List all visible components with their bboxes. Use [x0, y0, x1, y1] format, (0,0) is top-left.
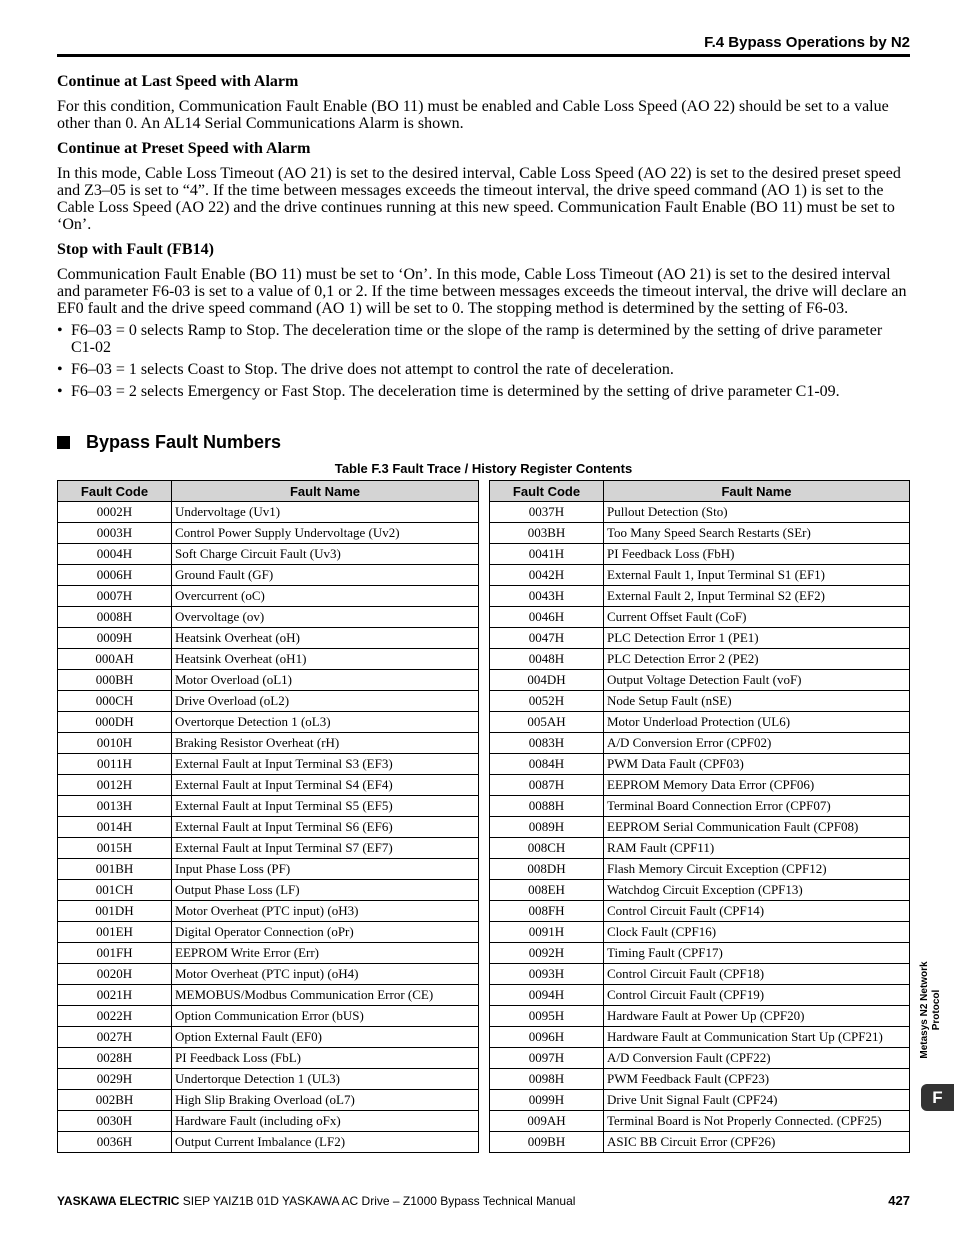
table-row — [58, 649, 479, 670]
table-row — [490, 880, 910, 901]
fault-code-cell: 0088H — [490, 796, 604, 817]
table-row — [490, 523, 910, 544]
fault-code-cell: 0084H — [490, 754, 604, 775]
table-row — [490, 985, 910, 1006]
table-row — [58, 775, 479, 796]
page-number: 427 — [888, 1193, 910, 1208]
fault-name-cell: Braking Resistor Overheat (rH) — [172, 733, 479, 754]
fault-code-cell: 001FH — [58, 943, 172, 964]
fault-name-cell: Motor Overheat (PTC input) (oH4) — [172, 964, 479, 985]
fault-name-cell: PI Feedback Loss (FbH) — [604, 544, 910, 565]
fault-code-cell: 001DH — [58, 901, 172, 922]
fault-name-cell: Motor Overheat (PTC input) (oH3) — [172, 901, 479, 922]
fault-code-cell: 0043H — [490, 586, 604, 607]
table-row — [58, 985, 479, 1006]
fault-code-cell: 005AH — [490, 712, 604, 733]
table-row — [58, 565, 479, 586]
stop-method-list — [57, 322, 910, 400]
fault-code-cell: 004DH — [490, 670, 604, 691]
fault-code-cell: 000CH — [58, 691, 172, 712]
fault-name-cell: Motor Underload Protection (UL6) — [604, 712, 910, 733]
fault-name-cell: EEPROM Serial Communication Fault (CPF08) — [604, 817, 910, 838]
table-row — [490, 586, 910, 607]
fault-code-cell: 0036H — [58, 1132, 172, 1153]
fault-name-cell: Node Setup Fault (nSE) — [604, 691, 910, 712]
column-header-fault-code: Fault Code — [490, 481, 604, 502]
fault-name-cell: Heatsink Overheat (oH) — [172, 628, 479, 649]
fault-code-cell: 002BH — [58, 1090, 172, 1111]
running-header: F.4 Bypass Operations by N2 — [704, 34, 910, 51]
fault-name-cell: Drive Overload (oL2) — [172, 691, 479, 712]
bullet-icon: • — [57, 322, 63, 339]
fault-name-cell: Output Current Imbalance (LF2) — [172, 1132, 479, 1153]
paragraph-last-speed: For this condition, Communication Fault Enable (BO 11) must be enabled and Cable Loss Speed (AO 22) should be set to a value other than 0. An AL14 Serial Communications Alarm is shown. — [57, 98, 889, 132]
table-row — [58, 670, 479, 691]
table-row — [490, 796, 910, 817]
fault-code-cell: 001EH — [58, 922, 172, 943]
fault-code-cell: 0093H — [490, 964, 604, 985]
subheading-last-speed: Continue at Last Speed with Alarm — [57, 73, 299, 90]
table-row — [490, 754, 910, 775]
fault-name-cell: Option External Fault (EF0) — [172, 1027, 479, 1048]
fault-name-cell: External Fault at Input Terminal S6 (EF6) — [172, 817, 479, 838]
fault-name-cell: Hardware Fault (including oFx) — [172, 1111, 479, 1132]
fault-code-cell: 0099H — [490, 1090, 604, 1111]
fault-code-cell: 008FH — [490, 901, 604, 922]
table-row — [58, 1090, 479, 1111]
fault-name-cell: ASIC BB Circuit Error (CPF26) — [604, 1132, 910, 1153]
fault-table-right — [489, 480, 910, 1153]
fault-code-cell: 000AH — [58, 649, 172, 670]
fault-code-cell: 0030H — [58, 1111, 172, 1132]
table-row — [58, 1069, 479, 1090]
fault-code-cell: 0011H — [58, 754, 172, 775]
fault-name-cell: Control Circuit Fault (CPF14) — [604, 901, 910, 922]
table-row — [490, 1090, 910, 1111]
fault-code-cell: 0022H — [58, 1006, 172, 1027]
table-row — [490, 628, 910, 649]
table-row — [490, 607, 910, 628]
table-row — [58, 922, 479, 943]
footer-brand: YASKAWA ELECTRIC — [57, 1194, 180, 1208]
fault-name-cell: PLC Detection Error 2 (PE2) — [604, 649, 910, 670]
table-row — [490, 1027, 910, 1048]
bullet-icon: • — [57, 383, 63, 400]
fault-code-cell: 0094H — [490, 985, 604, 1006]
table-row — [58, 607, 479, 628]
table-row — [58, 817, 479, 838]
fault-table-left — [57, 480, 479, 1153]
fault-code-cell: 009AH — [490, 1111, 604, 1132]
column-header-fault-name: Fault Name — [172, 481, 479, 502]
paragraph-stop-with-fault: Communication Fault Enable (BO 11) must be set to ‘On’. In this mode, Cable Loss Timeout (AO 21) is set to the desired interval and parameter F6-03 is set to a value of 0,1 or 2. If the time between messages exceeds the timeout interval, the drive will declare an EF0 fault and the drive speed command (AO 1) will be set to 0. The stopping method is determined by the setting of F6-03. — [57, 266, 907, 317]
fault-code-cell: 0083H — [490, 733, 604, 754]
fault-name-cell: High Slip Braking Overload (oL7) — [172, 1090, 479, 1111]
table-row — [490, 733, 910, 754]
fault-name-cell: Ground Fault (GF) — [172, 565, 479, 586]
fault-name-cell: PWM Data Fault (CPF03) — [604, 754, 910, 775]
table-row — [58, 544, 479, 565]
fault-code-cell: 0087H — [490, 775, 604, 796]
fault-name-cell: External Fault at Input Terminal S5 (EF5) — [172, 796, 479, 817]
fault-name-cell: Terminal Board Connection Error (CPF07) — [604, 796, 910, 817]
table-row — [58, 1048, 479, 1069]
fault-code-cell: 0037H — [490, 502, 604, 523]
table-row — [490, 565, 910, 586]
fault-code-cell: 0097H — [490, 1048, 604, 1069]
fault-code-cell: 0015H — [58, 838, 172, 859]
fault-code-cell: 008EH — [490, 880, 604, 901]
footer-doc-title: SIEP YAIZ1B 01D YASKAWA AC Drive – Z1000 Bypass Technical Manual — [179, 1194, 576, 1208]
fault-code-cell: 003BH — [490, 523, 604, 544]
table-row — [58, 733, 479, 754]
paragraph-preset-speed: In this mode, Cable Loss Timeout (AO 21) is set to the desired interval, Cable Loss Speed (AO 22) is set to the desired preset speed and Z3–05 is set to “4”. If the time between messages exceeds the timeout interval, the drive speed command (AO 1) is set to the Cable Loss Speed (AO 22) and the drive continues running at this new speed. Communication Fault Enable (BO 11) must be set to ‘On’. — [57, 165, 901, 233]
table-row — [490, 859, 910, 880]
fault-name-cell: Output Phase Loss (LF) — [172, 880, 479, 901]
fault-name-cell: Motor Overload (oL1) — [172, 670, 479, 691]
fault-code-cell: 0092H — [490, 943, 604, 964]
table-row — [58, 880, 479, 901]
fault-code-cell: 0002H — [58, 502, 172, 523]
table-row — [490, 922, 910, 943]
fault-name-cell: PWM Feedback Fault (CPF23) — [604, 1069, 910, 1090]
list-item: • F6–03 = 1 selects Coast to Stop. The drive does not attempt to control the rate of deceleration. — [57, 361, 674, 378]
subheading-stop-with-fault: Stop with Fault (FB14) — [57, 241, 214, 258]
table-row — [490, 670, 910, 691]
table-row — [58, 1006, 479, 1027]
side-chapter-text: Metasys N2 Network Protocol — [919, 961, 942, 1059]
fault-code-cell: 0007H — [58, 586, 172, 607]
column-header-fault-code: Fault Code — [58, 481, 172, 502]
fault-code-cell: 0009H — [58, 628, 172, 649]
fault-code-cell: 0048H — [490, 649, 604, 670]
fault-code-cell: 0010H — [58, 733, 172, 754]
fault-name-cell: Drive Unit Signal Fault (CPF24) — [604, 1090, 910, 1111]
table-row — [490, 1069, 910, 1090]
fault-name-cell: Clock Fault (CPF16) — [604, 922, 910, 943]
fault-name-cell: Overtorque Detection 1 (oL3) — [172, 712, 479, 733]
fault-code-cell: 0012H — [58, 775, 172, 796]
table-row — [490, 964, 910, 985]
fault-name-cell: A/D Conversion Error (CPF02) — [604, 733, 910, 754]
fault-code-cell: 0041H — [490, 544, 604, 565]
fault-name-cell: Pullout Detection (Sto) — [604, 502, 910, 523]
table-row — [58, 754, 479, 775]
fault-code-cell: 0096H — [490, 1027, 604, 1048]
fault-code-cell: 000BH — [58, 670, 172, 691]
fault-name-cell: Control Circuit Fault (CPF18) — [604, 964, 910, 985]
table-row — [490, 817, 910, 838]
fault-code-cell: 0006H — [58, 565, 172, 586]
table-row — [490, 838, 910, 859]
fault-name-cell: Soft Charge Circuit Fault (Uv3) — [172, 544, 479, 565]
table-row — [490, 1132, 910, 1153]
fault-name-cell: External Fault at Input Terminal S4 (EF4) — [172, 775, 479, 796]
fault-table-right-body — [490, 502, 910, 1153]
fault-code-cell: 0004H — [58, 544, 172, 565]
fault-code-cell: 0021H — [58, 985, 172, 1006]
fault-name-cell: Hardware Fault at Power Up (CPF20) — [604, 1006, 910, 1027]
fault-name-cell: Too Many Speed Search Restarts (SEr) — [604, 523, 910, 544]
footer — [57, 1194, 575, 1208]
fault-code-cell: 001CH — [58, 880, 172, 901]
fault-name-cell: Overcurrent (oC) — [172, 586, 479, 607]
table-row — [58, 964, 479, 985]
fault-name-cell: Control Circuit Fault (CPF19) — [604, 985, 910, 1006]
table-row — [490, 901, 910, 922]
table-row — [490, 1006, 910, 1027]
fault-name-cell: Option Communication Error (bUS) — [172, 1006, 479, 1027]
fault-code-cell: 008CH — [490, 838, 604, 859]
fault-name-cell: MEMOBUS/Modbus Communication Error (CE) — [172, 985, 479, 1006]
fault-name-cell: Control Power Supply Undervoltage (Uv2) — [172, 523, 479, 544]
fault-code-cell: 0029H — [58, 1069, 172, 1090]
table-row — [490, 775, 910, 796]
table-row — [58, 523, 479, 544]
fault-name-cell: Input Phase Loss (PF) — [172, 859, 479, 880]
table-row — [58, 586, 479, 607]
table-row — [490, 712, 910, 733]
fault-name-cell: External Fault at Input Terminal S7 (EF7) — [172, 838, 479, 859]
fault-code-cell: 0046H — [490, 607, 604, 628]
fault-code-cell: 0098H — [490, 1069, 604, 1090]
table-row — [58, 712, 479, 733]
fault-code-cell: 0003H — [58, 523, 172, 544]
fault-code-cell: 0047H — [490, 628, 604, 649]
fault-name-cell: PLC Detection Error 1 (PE1) — [604, 628, 910, 649]
table-row — [490, 691, 910, 712]
table-row — [58, 628, 479, 649]
table-row — [58, 838, 479, 859]
fault-name-cell: Heatsink Overheat (oH1) — [172, 649, 479, 670]
fault-name-cell: EEPROM Write Error (Err) — [172, 943, 479, 964]
fault-name-cell: Output Voltage Detection Fault (voF) — [604, 670, 910, 691]
fault-code-cell: 0052H — [490, 691, 604, 712]
fault-code-cell: 0020H — [58, 964, 172, 985]
fault-name-cell: External Fault 1, Input Terminal S1 (EF1) — [604, 565, 910, 586]
fault-table-left-body — [58, 502, 479, 1153]
fault-name-cell: Digital Operator Connection (oPr) — [172, 922, 479, 943]
fault-code-cell: 0028H — [58, 1048, 172, 1069]
header-rule — [57, 54, 910, 57]
fault-code-cell: 0089H — [490, 817, 604, 838]
fault-code-cell: 0014H — [58, 817, 172, 838]
fault-name-cell: Hardware Fault at Communication Start Up (CPF21) — [604, 1027, 910, 1048]
fault-name-cell: External Fault at Input Terminal S3 (EF3) — [172, 754, 479, 775]
fault-code-cell: 000DH — [58, 712, 172, 733]
fault-name-cell: RAM Fault (CPF11) — [604, 838, 910, 859]
table-row — [58, 943, 479, 964]
fault-name-cell: Watchdog Circuit Exception (CPF13) — [604, 880, 910, 901]
fault-code-cell: 009BH — [490, 1132, 604, 1153]
fault-code-cell: 0095H — [490, 1006, 604, 1027]
fault-name-cell: EEPROM Memory Data Error (CPF06) — [604, 775, 910, 796]
table-row — [58, 859, 479, 880]
table-row — [490, 544, 910, 565]
table-row — [58, 1027, 479, 1048]
table-row — [490, 1048, 910, 1069]
fault-code-cell: 0008H — [58, 607, 172, 628]
fault-name-cell: Overvoltage (ov) — [172, 607, 479, 628]
fault-name-cell: A/D Conversion Fault (CPF22) — [604, 1048, 910, 1069]
fault-code-cell: 001BH — [58, 859, 172, 880]
chapter-tab: F — [921, 1084, 954, 1111]
table-row — [490, 502, 910, 523]
fault-name-cell: Terminal Board is Not Properly Connected. (CPF25) — [604, 1111, 910, 1132]
fault-name-cell: Timing Fault (CPF17) — [604, 943, 910, 964]
table-row — [490, 649, 910, 670]
fault-name-cell: Current Offset Fault (CoF) — [604, 607, 910, 628]
subheading-preset-speed: Continue at Preset Speed with Alarm — [57, 140, 311, 157]
fault-code-cell: 0027H — [58, 1027, 172, 1048]
fault-name-cell: External Fault 2, Input Terminal S2 (EF2) — [604, 586, 910, 607]
side-chapter-label — [921, 950, 941, 1070]
bullet-icon: • — [57, 361, 63, 378]
body-text — [57, 73, 910, 405]
table-row — [58, 502, 479, 523]
table-caption: Table F.3 Fault Trace / History Register Contents — [334, 461, 633, 476]
fault-name-cell: Undervoltage (Uv1) — [172, 502, 479, 523]
list-item: • F6–03 = 0 selects Ramp to Stop. The deceleration time or the slope of the ramp is determined by the setting of drive parameter C1-02 — [57, 322, 883, 356]
square-bullet-icon — [57, 436, 70, 449]
table-row — [58, 691, 479, 712]
list-item: • F6–03 = 2 selects Emergency or Fast Stop. The deceleration time is determined by the setting of drive parameter C1-09. — [57, 383, 840, 400]
section-heading — [57, 432, 281, 453]
section-title: Bypass Fault Numbers — [86, 432, 282, 452]
table-row — [490, 1111, 910, 1132]
fault-code-cell: 0013H — [58, 796, 172, 817]
fault-name-cell: Undertorque Detection 1 (UL3) — [172, 1069, 479, 1090]
fault-name-cell: Flash Memory Circuit Exception (CPF12) — [604, 859, 910, 880]
fault-code-cell: 0042H — [490, 565, 604, 586]
table-row — [58, 1132, 479, 1153]
fault-code-cell: 0091H — [490, 922, 604, 943]
table-row — [58, 1111, 479, 1132]
fault-code-cell: 008DH — [490, 859, 604, 880]
table-row — [58, 796, 479, 817]
fault-name-cell: PI Feedback Loss (FbL) — [172, 1048, 479, 1069]
column-header-fault-name: Fault Name — [604, 481, 910, 502]
table-row — [58, 901, 479, 922]
table-row — [490, 943, 910, 964]
